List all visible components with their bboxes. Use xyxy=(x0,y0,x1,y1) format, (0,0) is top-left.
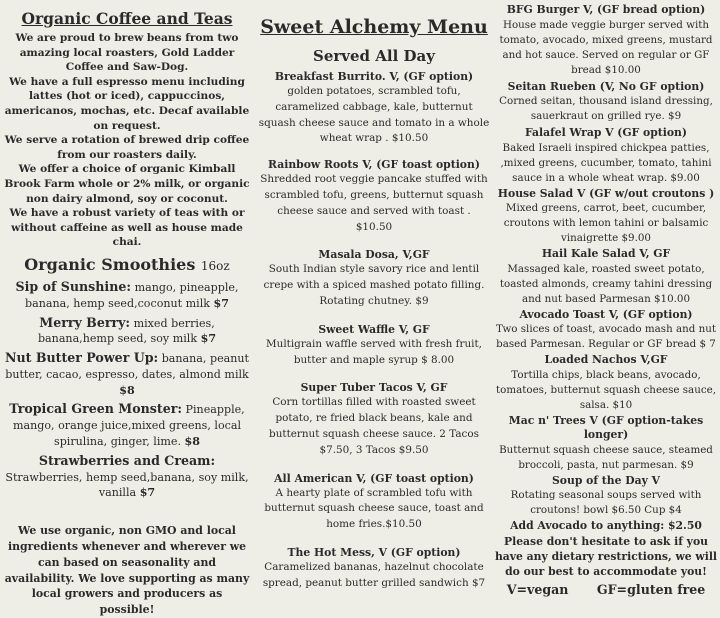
menu-item xyxy=(258,471,490,533)
menu-item-name: BFG Burger V, (GF bread option) xyxy=(506,3,706,16)
smoothie-item xyxy=(2,453,252,501)
menu-item-name: Super Tuber Tacos V, GF xyxy=(300,381,448,395)
smoothie-item xyxy=(2,401,252,449)
menu-item xyxy=(258,380,490,458)
menu-item xyxy=(494,474,718,519)
legend-gluten-free: GF=gluten free xyxy=(596,581,706,597)
menu-item-desc: Caramelized bananas, hazelnut chocolate spread, peanut butter grilled sandwich $7 xyxy=(262,560,486,589)
menu-item xyxy=(494,308,718,353)
menu-item-name: Hail Kale Salad V, GF xyxy=(541,247,671,260)
smoothie-desc: mango, pineapple, banana, hemp seed,coconut milk xyxy=(25,280,239,310)
menu-item xyxy=(494,126,718,186)
menu-item-desc: Two slices of toast, avocado mash and nut based Parmesan. Regular or GF bread $ 7 xyxy=(495,323,717,350)
smoothies-title-text: Organic Smoothies xyxy=(24,254,196,274)
menu-item xyxy=(494,187,718,247)
menu-item-name: Masala Dosa, V,GF xyxy=(318,248,430,262)
organic-note: We use organic, non GMO and local ingredients whenever and wherever we can based on seasonality and availability. We love supporting as many local growers and producers as possible! xyxy=(4,524,250,617)
restrictions-note xyxy=(494,534,718,579)
menu-title: Sweet Alchemy Menu xyxy=(260,16,488,38)
smoothie-name: Sip of Sunshine: xyxy=(15,278,132,294)
smoothie-price: $7 xyxy=(200,332,217,346)
smoothies-section-title xyxy=(0,255,254,276)
menu-item xyxy=(258,247,490,309)
menu-item-desc: Butternut squash cheese sauce, steamed broccoli, pasta, nut parmesan. $9 xyxy=(499,443,713,471)
smoothie-name: Strawberries and Cream: xyxy=(38,452,216,468)
smoothie-name: Nut Butter Power Up: xyxy=(4,350,159,366)
menu-item-name: Soup of the Day V xyxy=(552,473,660,487)
restrictions-text: Please don't hesitate to ask if you have any dietary restrictions, we will do our best to accommodate you! xyxy=(494,534,718,578)
smoothie-price: $8 xyxy=(119,383,135,397)
menu-item-name: All American V, (GF toast option) xyxy=(274,471,474,485)
menu-item-desc: House made veggie burger served with tomato, avocado, mixed greens, mustard and hot sauce. Served on regular or GF bread $10.00 xyxy=(499,18,713,76)
legend-vegan: V=vegan xyxy=(506,581,569,597)
coffee-paragraph: We have a robust variety of teas with or without caffeine as well as house made chai. xyxy=(9,207,245,249)
menu-subtitle: Served All Day xyxy=(313,47,435,65)
left-column xyxy=(0,0,254,617)
smoothie-desc: banana, peanut butter, cacao, espresso, dates, almond milk xyxy=(5,352,250,381)
menu-item xyxy=(258,157,490,235)
menu-item-desc: Tortilla chips, black beans, avocado, tomatoes, butternut squash cheese sauce, salsa. $10 xyxy=(496,368,716,411)
coffee-section-title: Organic Coffee and Teas xyxy=(21,9,233,28)
menu-item-name: Rainbow Roots V, (GF toast option) xyxy=(268,158,480,172)
smoothie-name: Merry Berry: xyxy=(39,314,131,330)
menu-item-desc: golden potatoes, scrambled tofu, caramelized cabbage, kale, butternut squash cheese sauce and tomato in a whole wheat wrap . $10.50 xyxy=(258,85,490,145)
menu-item xyxy=(494,414,718,473)
organic-note-section xyxy=(0,523,254,618)
menu-item-desc: A hearty plate of scrambled tofu with butternut squash cheese sauce, toast and home fries.$10.50 xyxy=(264,486,484,531)
add-avocado-note xyxy=(494,519,718,534)
coffee-paragraph: We are proud to brew beans from two amazing local roasters, Gold Ladder Coffee and Saw-Dog. xyxy=(15,32,239,74)
smoothie-item xyxy=(2,279,252,312)
menu-item-desc: Corn tortillas filled with roasted sweet potato, re fried black beans, kale and butternut squash cheese sauce. 2 Tacos $7.50, 3 Tacos $9.50 xyxy=(269,396,479,456)
menu-item-desc: Massaged kale, roasted sweet potato, toasted almonds, creamy tahini dressing and nut based Parmesan $10.00 xyxy=(499,262,713,305)
middle-column xyxy=(256,0,492,589)
menu-item-desc: Rotating seasonal soups served with croutons! bowl $6.50 Cup $4 xyxy=(510,489,702,516)
menu-item-name: Seitan Rueben (V, No GF option) xyxy=(507,79,705,93)
diet-legend xyxy=(492,582,720,597)
menu-item-name: Sweet Waffle V, GF xyxy=(318,322,430,336)
menu-item-desc: Multigrain waffle served with fresh fruit, butter and maple syrup $ 8.00 xyxy=(266,337,482,366)
menu-item-name: Avocado Toast V, (GF option) xyxy=(519,307,693,321)
smoothie-price: $7 xyxy=(139,486,156,500)
menu-item-name: House Salad V (GF w/out croutons ) xyxy=(497,186,715,200)
menu-item-name: Falafel Wrap V (GF option) xyxy=(524,126,688,139)
smoothie-desc: mixed berries, banana,hemp seed, soy milk xyxy=(37,316,215,346)
smoothie-item xyxy=(2,350,252,398)
coffee-paragraph: We have a full espresso menu including lattes (hot or iced), cappuccinos, americanos, mochas, etc. Decaf available on request. xyxy=(4,75,250,132)
menu-item-name: Loaded Nachos V,GF xyxy=(544,353,668,366)
smoothies-size: 16oz xyxy=(200,258,230,273)
menu-item-name: Breakfast Burrito. V, (GF option) xyxy=(274,70,474,83)
menu-item-name: The Hot Mess, V (GF option) xyxy=(287,545,461,559)
menu-item-desc: Corned seitan, thousand island dressing, sauerkraut on grilled rye. $9 xyxy=(499,95,713,122)
menu-item xyxy=(494,247,718,307)
menu-item xyxy=(494,353,718,413)
menu-item-desc: Mixed greens, carrot, beet, cucumber, croutons with lemon tahini or balsamic vinaigrette $9.00 xyxy=(503,202,709,244)
menu-item xyxy=(494,80,718,125)
menu-item xyxy=(258,69,490,147)
coffee-paragraph: We offer a choice of organic Kimball Brook Farm whole or 2% milk, or organic non dairy almond, soy or coconut. xyxy=(4,163,250,205)
menu-item xyxy=(258,322,490,369)
smoothie-price: $8 xyxy=(184,435,200,449)
menu-item-desc: South Indian style savory rice and lentil crepe with a spiced mashed potato filling. Rotating chutney. $9 xyxy=(263,263,485,307)
smoothie-desc: Strawberries, hemp seed,banana, soy milk, vanilla xyxy=(5,470,249,500)
coffee-section xyxy=(0,31,254,250)
smoothie-price: $7 xyxy=(213,296,229,310)
menu-item xyxy=(494,3,718,78)
menu-item xyxy=(258,545,490,592)
right-column xyxy=(492,0,720,597)
smoothie-item xyxy=(2,315,252,348)
menu-item-desc: Baked Israeli inspired chickpea patties, ,mixed greens, cucumber, tomato, tahini sauce in a whole wheat wrap. $9.00 xyxy=(500,141,712,184)
menu-item-name: Mac n' Trees V (GF option-takes longer) xyxy=(508,413,704,441)
menu-item-desc: Shredded root veggie pancake stuffed with scrambled tofu, greens, butternut squash cheese sauce and served with toast . $10.50 xyxy=(260,173,488,233)
smoothie-name: Tropical Green Monster: xyxy=(9,401,182,417)
coffee-paragraph: We serve a rotation of brewed drip coffee from our roasters daily. xyxy=(4,134,250,161)
add-avocado-text: Add Avocado to anything: $2.50 xyxy=(510,519,702,532)
smoothie-desc: Pineapple, mango, orange juice,mixed greens, local spirulina, ginger, lime. xyxy=(12,403,245,449)
